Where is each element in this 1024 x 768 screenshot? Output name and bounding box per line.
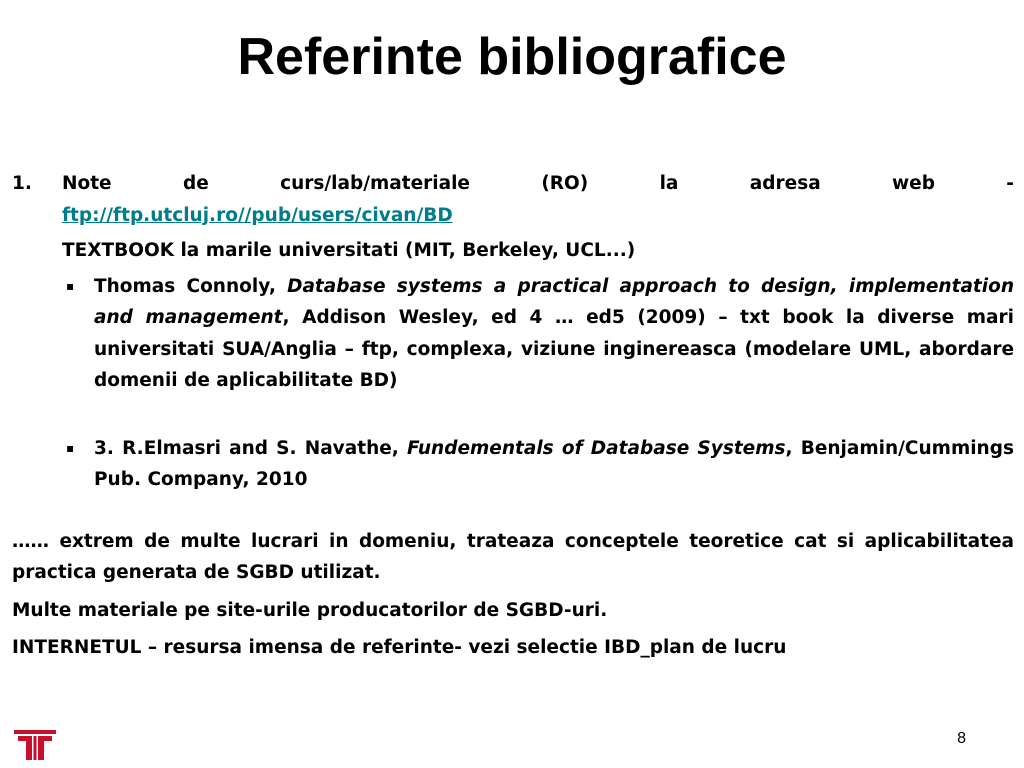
textbook-heading: TEXTBOOK la marile universitati (MIT, Berkeley, UCL...)	[62, 240, 636, 261]
university-logo-icon	[12, 727, 58, 763]
reference-title: Database systems a practical approach to design, implementation and management	[94, 275, 1014, 328]
paragraph-many-works: …… extrem de multe lucrari in domeniu, trateaza conceptele teoretice cat si aplicabilitatea practica generata de SGBD utilizat.	[12, 530, 1014, 583]
reference-details: , Benjamin/Cummings Pub. Company, 2010	[94, 437, 1014, 490]
bullet-item-1	[12, 271, 1014, 397]
slide-content	[12, 168, 1014, 664]
reference-author: 3. R.Elmasri and S. Navathe,	[94, 437, 407, 459]
reference-details: , Addison Wesley, ed 4 … ed5 (2009) – txt book la diverse mari universitati SUA/Anglia – ftp, complexa, viziune inginereasca (modelare UML, abordare domenii de aplicabilitate BD)	[94, 307, 1014, 391]
bullet-item-2	[12, 433, 1014, 496]
bullet-square-icon: ▪	[66, 278, 75, 293]
list-item-number: 1.	[12, 173, 32, 194]
reference-title: Fundementals of Database Systems	[407, 437, 786, 459]
bullet-square-icon: ▪	[66, 440, 75, 455]
bullet-body	[94, 271, 1014, 397]
list-item-body	[62, 168, 1014, 231]
list-item-1	[12, 168, 1014, 231]
page-number: 8	[957, 730, 966, 747]
list-item-text: Note de curs/lab/materiale (RO) la adresa web -	[62, 173, 1014, 194]
reference-author: Thomas Connoly,	[94, 275, 288, 297]
ftp-link[interactable]: ftp://ftp.utcluj.ro//pub/users/civan/BD	[62, 204, 453, 226]
slide-title: Referinte bibliografice	[237, 28, 787, 86]
bullet-body	[94, 433, 1014, 496]
paragraph-internet: INTERNETUL – resursa imensa de referinte- vezi selectie IBD_plan de lucru	[12, 637, 787, 658]
paragraph-vendor-materials: Multe materiale pe site-urile producatorilor de SGBD-uri.	[12, 599, 608, 621]
